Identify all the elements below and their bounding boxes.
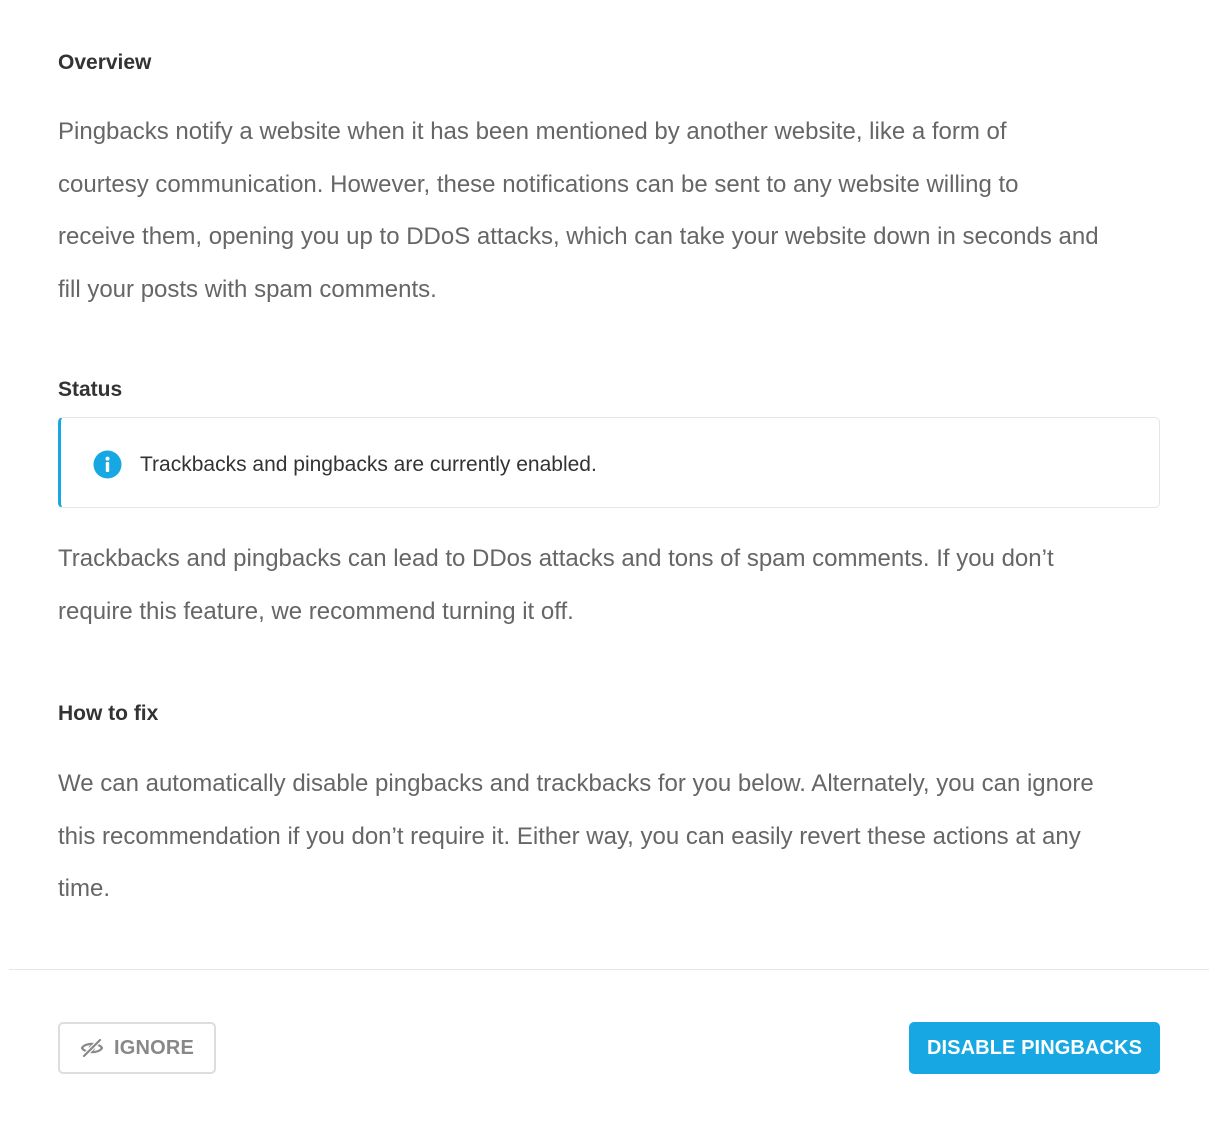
overview-line: courtesy communication. However, these notifications can be sent to any website willing to [58,170,1019,198]
how-to-fix-line: this recommendation if you don’t require it. Either way, you can easily revert these actions at any [58,822,1081,850]
status-notice-text: Trackbacks and pingbacks are currently enabled. [140,453,597,476]
overview-title: Overview [58,51,152,74]
status-title: Status [58,378,123,401]
eye-slash-icon [80,1036,104,1060]
overview-line: Pingbacks notify a website when it has been mentioned by another website, like a form of [58,118,1007,145]
info-icon [93,450,122,479]
overview-line: receive them, opening you up to DDoS attacks, which can take your website down in seconds and [58,223,1099,250]
ignore-button-label: IGNORE [113,1036,195,1059]
how-to-fix-line: time. [58,875,111,902]
status-notice [58,417,1160,508]
disable-pingbacks-button-label: DISABLE PINGBACKS [926,1036,1143,1059]
ignore-button[interactable] [58,1022,216,1074]
status-paragraph [58,533,1158,638]
status-line: Trackbacks and pingbacks can lead to DDos attacks and tons of spam comments. If you don’t [58,545,1054,572]
disable-pingbacks-button[interactable] [909,1022,1160,1074]
how-to-fix-paragraph [58,758,1158,916]
how-to-fix-line: We can automatically disable pingbacks and trackbacks for you below. Alternately, you can ignore [58,770,1094,797]
footer-divider [9,969,1209,970]
overview-paragraph [58,106,1158,316]
overview-line: fill your posts with spam comments. [58,275,437,303]
status-line: require this feature, we recommend turning it off. [58,597,574,625]
how-to-fix-title: How to fix [58,702,159,725]
